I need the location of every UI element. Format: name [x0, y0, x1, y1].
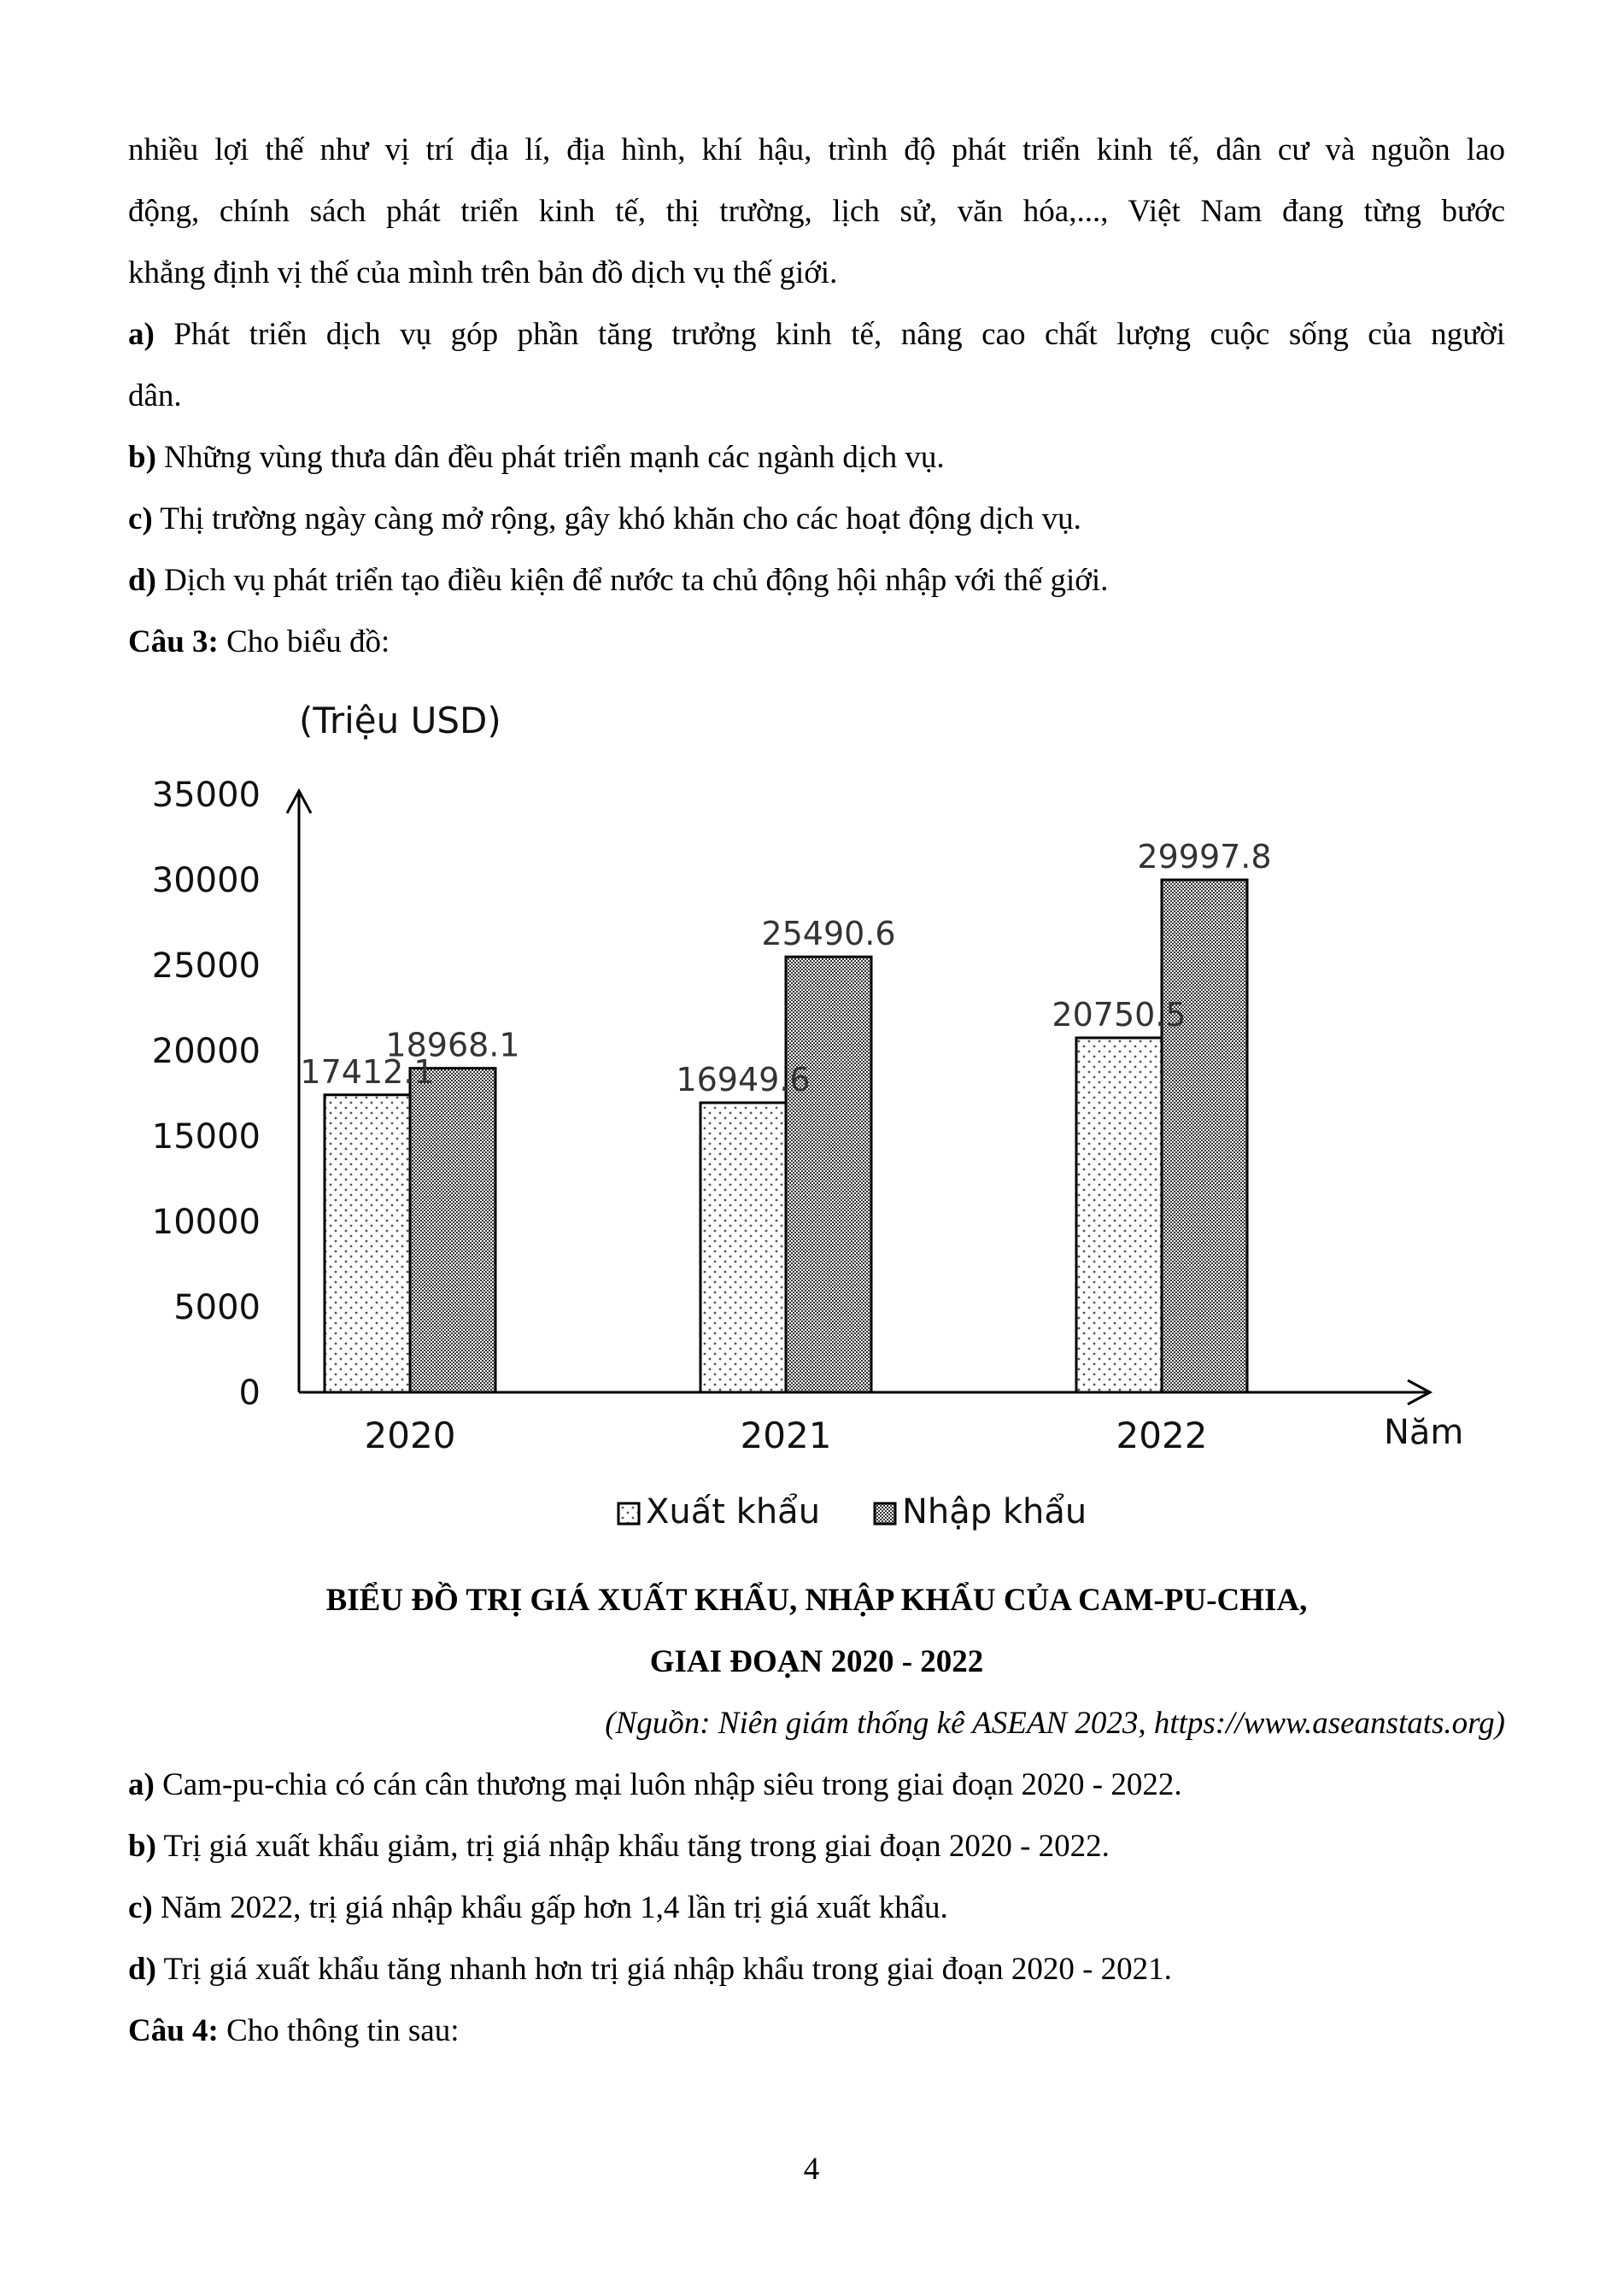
y-tick-label: 20000 [151, 1032, 261, 1071]
q2-a-text: Phát triển dịch vụ góp phần tăng trưởng kinh tế, nâng cao chất lượng cuộc sống của người [173, 317, 1505, 352]
y-tick-label: 10000 [151, 1203, 261, 1242]
x-axis-title: Năm [1384, 1413, 1464, 1452]
bar-nhap-khau-2021 [786, 957, 871, 1392]
data-label: 20750.5 [1052, 995, 1186, 1034]
y-tick-label: 5000 [173, 1288, 261, 1327]
q4-prompt: Cho thông tin sau: [226, 2013, 460, 2048]
q3-a-text: Cam-pu-chia có cán cân thương mại luôn nhập siêu trong giai đoạn 2020 - 2022. [162, 1767, 1182, 1802]
chart-caption-line-1: BIỂU ĐỒ TRỊ GIÁ XUẤT KHẨU, NHẬP KHẨU CỦA CAM-PU-CHIA, [325, 1583, 1308, 1618]
q2-statement-b [128, 427, 945, 489]
q3-c-label: c) [128, 1890, 153, 1925]
chart-caption-line-2: GIAI ĐOẠN 2020 - 2022 [649, 1644, 984, 1679]
y-axis-title: (Triệu USD) [299, 700, 501, 741]
chart-source: (Nguồn: Niên giám thống kê ASEAN 2023, https://www.aseanstats.org) [605, 1706, 1505, 1741]
data-label: 25490.6 [761, 915, 896, 953]
q2-b-label: b) [128, 440, 156, 475]
q2-statement-d [128, 550, 1108, 612]
x-tick-label: 2022 [1116, 1414, 1208, 1456]
q2-c-label: c) [128, 501, 153, 536]
q2-b-text: Những vùng thưa dân đều phát triển mạnh các ngành dịch vụ. [164, 440, 945, 475]
q3-heading [128, 612, 390, 673]
q3-a-label: a) [128, 1767, 155, 1802]
intro-line-1: nhiều lợi thế như vị trí địa lí, địa hình, khí hậu, trình độ phát triển kinh tế, dân cư và nguồn lao [128, 132, 1505, 167]
x-tick-label: 2021 [740, 1414, 832, 1456]
y-tick-label: 30000 [151, 861, 261, 900]
q2-statement-a [128, 304, 1505, 366]
intro-line-3: khẳng định vị thế của mình trên bản đồ dịch vụ thế giới. [128, 255, 838, 290]
bar-nhap-khau-2022 [1162, 880, 1247, 1392]
legend-label-xuat-khau: Xuất khẩu [646, 1492, 821, 1532]
x-tick-label: 2020 [364, 1414, 456, 1456]
q3-d-text: Trị giá xuất khẩu tăng nhanh hơn trị giá nhập khẩu trong giai đoạn 2020 - 2021. [163, 1952, 1172, 1987]
q3-c-text: Năm 2022, trị giá nhập khẩu gấp hơn 1,4 lần trị giá xuất khẩu. [161, 1890, 948, 1925]
legend-swatch-nhap-khau [875, 1503, 895, 1524]
q3-statement-a [128, 1754, 1182, 1816]
y-tick-label: 25000 [151, 946, 261, 986]
q3-b-text: Trị giá xuất khẩu giảm, trị giá nhập khẩu tăng trong giai đoạn 2020 - 2022. [163, 1829, 1110, 1864]
page-number: 4 [803, 2152, 820, 2187]
q3-d-label: d) [128, 1952, 156, 1987]
q3-prompt: Cho biểu đồ: [226, 624, 390, 659]
data-label: 16949.6 [676, 1061, 811, 1099]
bar-xuat-khau-2021 [700, 1103, 786, 1392]
y-tick-label: 35000 [151, 776, 261, 815]
legend [618, 1492, 1087, 1532]
q2-d-text: Dịch vụ phát triển tạo điều kiện để nước ta chủ động hội nhập với thế giới. [164, 563, 1109, 598]
bar-chart [128, 675, 1495, 1538]
y-tick-label: 15000 [151, 1117, 261, 1157]
q2-c-text: Thị trường ngày càng mở rộng, gây khó khăn cho các hoạt động dịch vụ. [160, 501, 1081, 536]
legend-swatch-xuat-khau [618, 1503, 639, 1524]
q3-label: Câu 3: [128, 624, 219, 659]
bar-xuat-khau-2020 [325, 1095, 410, 1392]
q4-label: Câu 4: [128, 2013, 219, 2048]
q2-a-continuation: dân. [128, 378, 182, 413]
bar-nhap-khau-2020 [410, 1069, 495, 1392]
bar-xuat-khau-2022 [1076, 1038, 1162, 1392]
q3-statement-b [128, 1816, 1110, 1877]
q2-a-label: a) [128, 317, 155, 352]
legend-label-nhap-khau: Nhập khẩu [902, 1492, 1087, 1532]
q2-statement-c [128, 489, 1081, 550]
data-label: 18968.1 [385, 1026, 520, 1064]
q3-b-label: b) [128, 1829, 156, 1864]
q3-statement-c [128, 1877, 948, 1939]
q3-statement-d [128, 1939, 1172, 2000]
y-tick-label: 0 [238, 1374, 261, 1413]
q2-d-label: d) [128, 563, 156, 598]
q4-heading [128, 2000, 460, 2062]
intro-line-2: động, chính sách phát triển kinh tế, thị trường, lịch sử, văn hóa,..., Việt Nam đang từng bước [128, 194, 1505, 229]
data-label: 29997.8 [1137, 838, 1272, 876]
data-label: 17412.1 [300, 1052, 435, 1091]
